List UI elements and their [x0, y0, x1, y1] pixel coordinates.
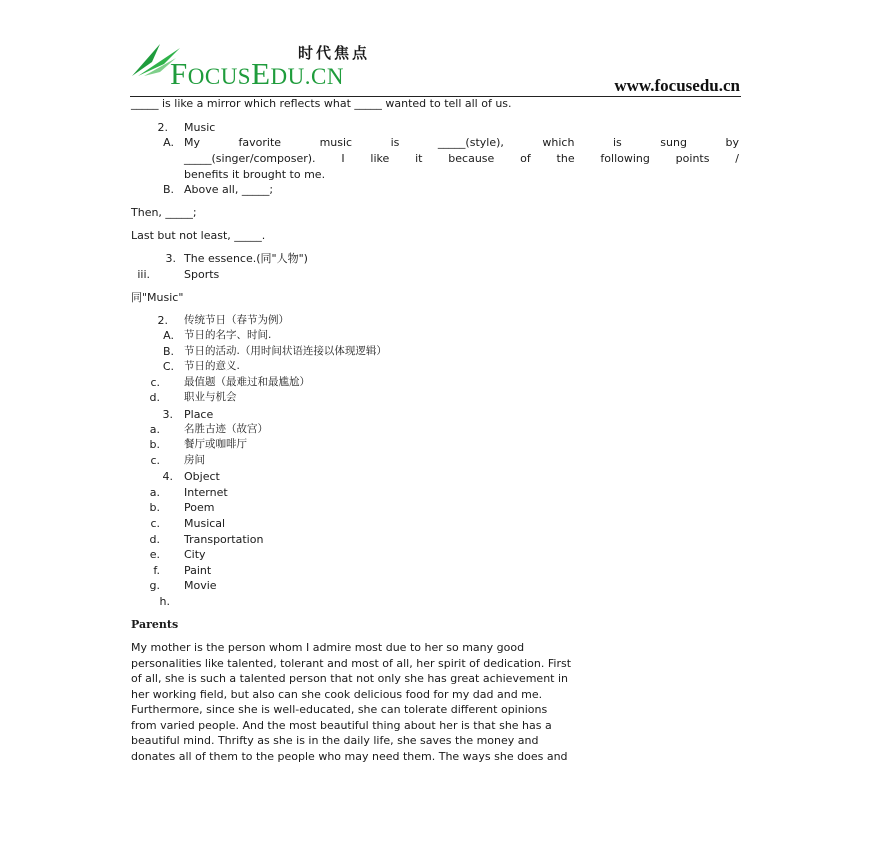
chinese-brand-title: 时代焦点 — [298, 44, 371, 62]
list-marker: A. — [163, 329, 174, 342]
place-c: 房间 — [184, 454, 205, 466]
music-a-line-2 — [184, 152, 739, 165]
word: because — [448, 152, 495, 165]
last-line: Last but not least, _____. — [131, 229, 266, 242]
list-item: Movie — [184, 579, 217, 592]
word: I — [341, 152, 345, 165]
word: which — [542, 136, 575, 149]
word: by — [725, 136, 739, 149]
list-marker: b. — [149, 438, 160, 451]
brand-wordmark — [170, 56, 344, 92]
place-b: 餐厅或咖啡厅 — [184, 438, 247, 450]
word: following — [600, 152, 650, 165]
list-marker: d. — [149, 533, 160, 546]
word: like — [370, 152, 390, 165]
page-header — [130, 38, 740, 98]
word: is — [390, 136, 400, 149]
place-a: 名胜古迹（故宫） — [184, 423, 268, 435]
word: is — [612, 136, 622, 149]
word: favorite — [238, 136, 282, 149]
sports-heading: Sports — [184, 268, 220, 281]
place-heading: Place — [184, 408, 214, 421]
same-as-music-note: 同"Music" — [131, 291, 184, 304]
list-marker: A. — [163, 136, 174, 149]
list-marker: a. — [149, 486, 160, 499]
list-marker: a. — [149, 423, 160, 436]
brand-edu-rest: DU.CN — [270, 64, 344, 89]
list-number: 4. — [162, 470, 173, 483]
website-url: www.focusedu.cn — [614, 76, 740, 95]
music-heading: Music — [184, 121, 216, 134]
list-marker: h. — [159, 595, 170, 608]
list-marker: C. — [162, 360, 174, 373]
word: My — [184, 136, 201, 149]
word: the — [556, 152, 575, 165]
festival-b: 节日的活动.（用时间状语连接以体现逻辑） — [184, 345, 387, 357]
list-number: 2. — [157, 121, 168, 134]
list-marker: B. — [162, 183, 174, 196]
then-line: Then, _____; — [131, 206, 197, 219]
list-number: 2. — [157, 314, 168, 327]
list-item: Paint — [184, 564, 212, 577]
list-marker: c. — [150, 376, 160, 389]
word: it — [415, 152, 423, 165]
parents-heading: Parents — [131, 618, 179, 631]
list-item: Musical — [184, 517, 226, 530]
list-marker: f. — [153, 564, 160, 577]
list-marker: b. — [149, 501, 160, 514]
music-a-line-3: benefits it brought to me. — [184, 168, 326, 181]
parents-paragraph: My mother is the person whom I admire most due to her so many good personalities like talented, tolerant and most of all, her spirit of dedication. First of all, she is such a talented person that not only she has great achievement in her working field, but also can she cook delicious food for my dad and me. Furthermore, since she is well-educated, she can tolerate different opinions from varied people. And the most beautiful thing about her is that she has a beautiful mind. Thrifty as she is in the daily life, she saves the money and donates all of them to the people who may need them. The ways she does and — [131, 641, 572, 763]
list-marker: c. — [150, 454, 160, 467]
list-marker: B. — [162, 345, 174, 358]
music-a-line-1 — [184, 136, 739, 149]
word: _____(style), — [437, 136, 504, 149]
object-heading: Object — [184, 470, 220, 483]
brand-focus-initial: F — [170, 56, 188, 91]
list-item: Internet — [184, 486, 228, 499]
brand-focus-rest: OCUS — [187, 64, 252, 89]
list-marker: e. — [149, 548, 160, 561]
list-item: City — [184, 548, 206, 561]
list-number: iii. — [137, 268, 150, 281]
word: points — [675, 152, 710, 165]
mirror-line: _____ is like a mirror which reflects what _____ wanted to tell all of us. — [131, 97, 512, 110]
list-number: 3. — [165, 252, 176, 265]
list-number: 3. — [162, 408, 173, 421]
list-marker: c. — [150, 517, 160, 530]
career-topic: 职业与机会 — [184, 391, 237, 403]
word: of — [520, 152, 531, 165]
brand-edu-initial: E — [251, 56, 271, 91]
list-item: Poem — [184, 501, 215, 514]
list-item: Transportation — [184, 533, 264, 546]
festival-heading: 传统节日（春节为例） — [184, 314, 289, 326]
word: music — [319, 136, 353, 149]
word: sung — [660, 136, 687, 149]
festival-c: 节日的意义. — [184, 360, 240, 372]
music-b-text: Above all, _____; — [184, 183, 274, 196]
word: _____(singer/composer). — [184, 152, 316, 165]
essence-text: The essence.(同"人物") — [184, 252, 308, 265]
superlative-topic: 最值题（最难过和最尴尬） — [184, 376, 310, 388]
list-marker: g. — [149, 579, 160, 592]
word: / — [735, 152, 739, 165]
festival-a: 节日的名字、时间. — [184, 329, 272, 341]
list-marker: d. — [149, 391, 160, 404]
